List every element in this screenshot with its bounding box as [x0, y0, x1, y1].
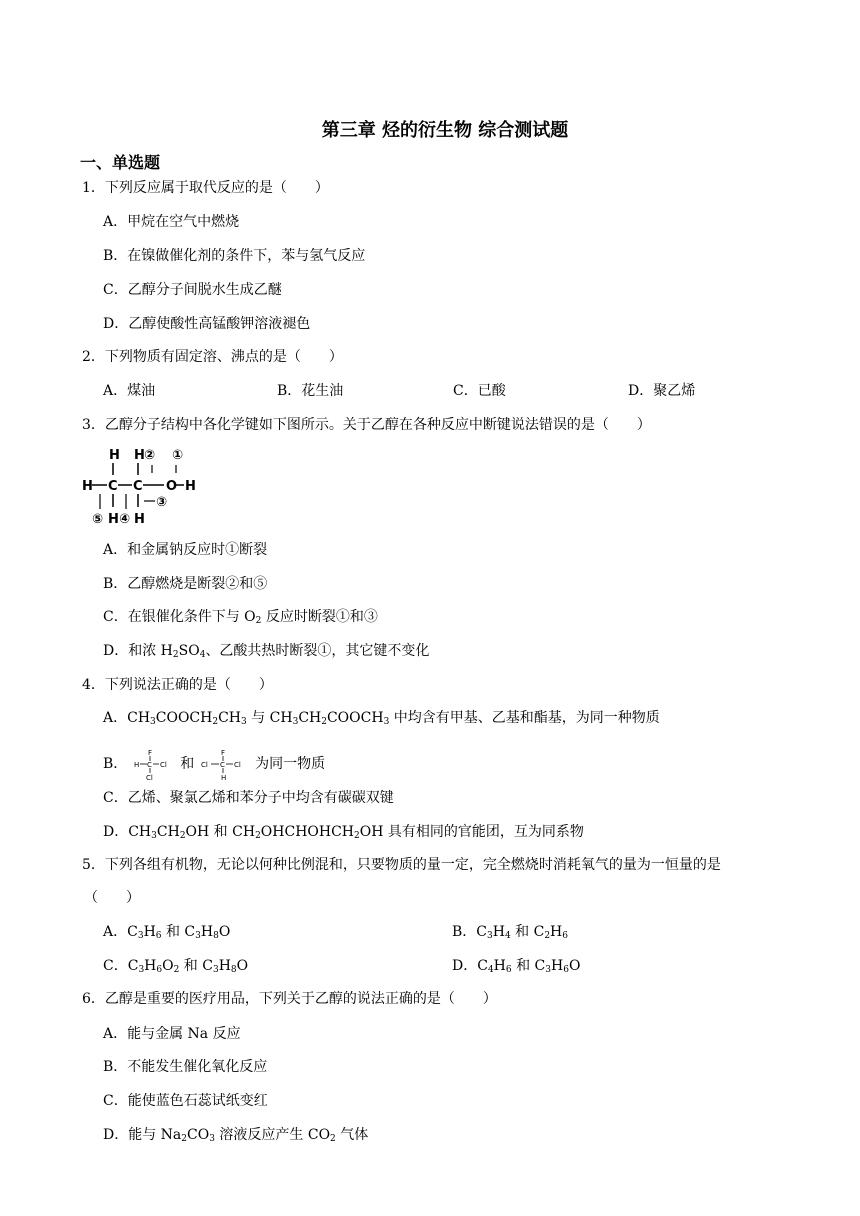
mol-bond-label-4: ④: [119, 512, 131, 527]
question-1-option-d: D．乙醇使酸性高锰酸钾溶液褪色: [103, 316, 311, 332]
question-2-stem: 2．下列物质有固定溶、沸点的是（ ）: [82, 349, 343, 365]
mol-h-right: H: [185, 479, 196, 494]
mol-h-left: H: [82, 479, 93, 494]
question-5-option-a: A．$C_3H_6$ 和 $C_3H_8O$: [103, 924, 231, 941]
mol-bond-label-1: ①: [172, 448, 184, 463]
svg-text:Cl: Cl: [200, 761, 208, 769]
question-5-option-d: D．$C_4H_6$ 和 $C_3H_6O$: [452, 958, 581, 975]
question-5-option-c: C．$C_3H_6O_2$ 和 $C_3H_8O$: [103, 958, 249, 975]
question-6-stem: 6．乙醇是重要的医疗用品，下列关于乙醇的说法正确的是（ ）: [82, 991, 497, 1007]
page-title: 第三章 烃的衍生物 综合测试题: [321, 120, 569, 141]
question-1-option-a: A．甲烷在空气中燃烧: [103, 214, 240, 230]
mol-bond-label-3: ③: [156, 495, 168, 510]
svg-text:F: F: [147, 749, 152, 757]
structure-2: [199, 747, 251, 781]
svg-text:C: C: [146, 761, 152, 769]
svg-text:H: H: [133, 761, 140, 769]
question-2-option-b: B．花生油: [277, 383, 344, 399]
question-5-option-b: B．$C_3H_4$ 和 $C_2H_6$: [452, 924, 568, 941]
question-3-option-c: C．在银催化条件下与 $O_2$ 反应时断裂①和③: [103, 609, 378, 626]
question-3-option-a: A．和金属钠反应时①断裂: [103, 542, 268, 558]
question-6-option-b: B．不能发生催化氧化反应: [103, 1059, 268, 1075]
section-heading: 一、单选题: [80, 153, 161, 172]
question-1-option-c: C．乙醇分子间脱水生成乙醚: [103, 282, 282, 298]
mol-o: O: [166, 479, 178, 494]
question-4-option-d: D．$CH_3CH_2OH$ 和 $CH_2OHCHOHCH_2OH$ 具有相同的官能团，互为同系物: [103, 824, 584, 841]
question-5-stem-paren: （ ）: [84, 890, 140, 906]
mol-c-1: C: [108, 479, 118, 494]
question-4-option-a: A．$CH_3COOCH_2CH_3$ 与 $CH_3CH_2COOCH_3$ 中均含有甲基、乙基和酯基，为同一种物质: [103, 710, 660, 727]
question-2-option-c: C．已酸: [453, 383, 506, 399]
question-6-option-d: D．能与 $Na_2CO_3$ 溶液反应产生 $CO_2$ 气体: [103, 1127, 369, 1144]
question-3-stem: 3．乙醇分子结构中各化学键如下图所示。关于乙醇在各种反应中断键说法错误的是（ ）: [82, 417, 651, 433]
svg-text:Cl: Cl: [145, 774, 153, 781]
mol-h-top-2: H: [134, 448, 145, 463]
question-1-stem: 1．下列反应属于取代反应的是（ ）: [82, 180, 329, 196]
svg-text:C: C: [219, 761, 225, 769]
mol-bond-label-2: ②: [144, 448, 156, 463]
question-5-stem: 5．下列各组有机物，无论以何种比例混和，只要物质的量一定，完全燃烧时消耗氧气的量为一恒量的是: [82, 857, 721, 873]
question-4-option-b: B． F H C Cl Cl 和 F Cl C Cl H 为同一物质: [103, 749, 326, 781]
mol-h-bottom-2: H: [134, 512, 145, 527]
question-3-option-d: D．和浓 $H_2SO_4$、乙酸共热时断裂①，其它键不变化: [103, 643, 430, 660]
svg-text:H: H: [220, 774, 226, 781]
question-1-option-b: B．在镍做催化剂的条件下，苯与氢气反应: [103, 248, 366, 264]
mol-h-top-1: H: [109, 448, 120, 463]
question-6-option-a: A．能与金属 Na 反应: [103, 1026, 241, 1042]
mol-h-bottom-1: H: [108, 512, 119, 527]
mol-c-2: C: [133, 479, 143, 494]
question-4-option-c: C．乙烯、聚氯乙烯和苯分子中均含有碳碳双键: [103, 790, 394, 806]
question-2-option-a: A．煤油: [103, 383, 156, 399]
question-2-option-d: D．聚乙烯: [628, 383, 696, 399]
question-6-option-c: C．能使蓝色石蕊试纸变红: [103, 1093, 268, 1109]
mol-bond-label-5: ⑤: [92, 512, 104, 527]
question-3-option-b: B．乙醇燃烧是断裂②和⑤: [103, 576, 268, 592]
question-4-stem: 4．下列说法正确的是（ ）: [82, 677, 273, 693]
svg-text:Cl: Cl: [159, 761, 167, 769]
ethanol-bond-diagram: [80, 445, 205, 527]
structure-1: [132, 747, 176, 781]
svg-text:F: F: [220, 749, 225, 757]
svg-text:Cl: Cl: [233, 761, 241, 769]
